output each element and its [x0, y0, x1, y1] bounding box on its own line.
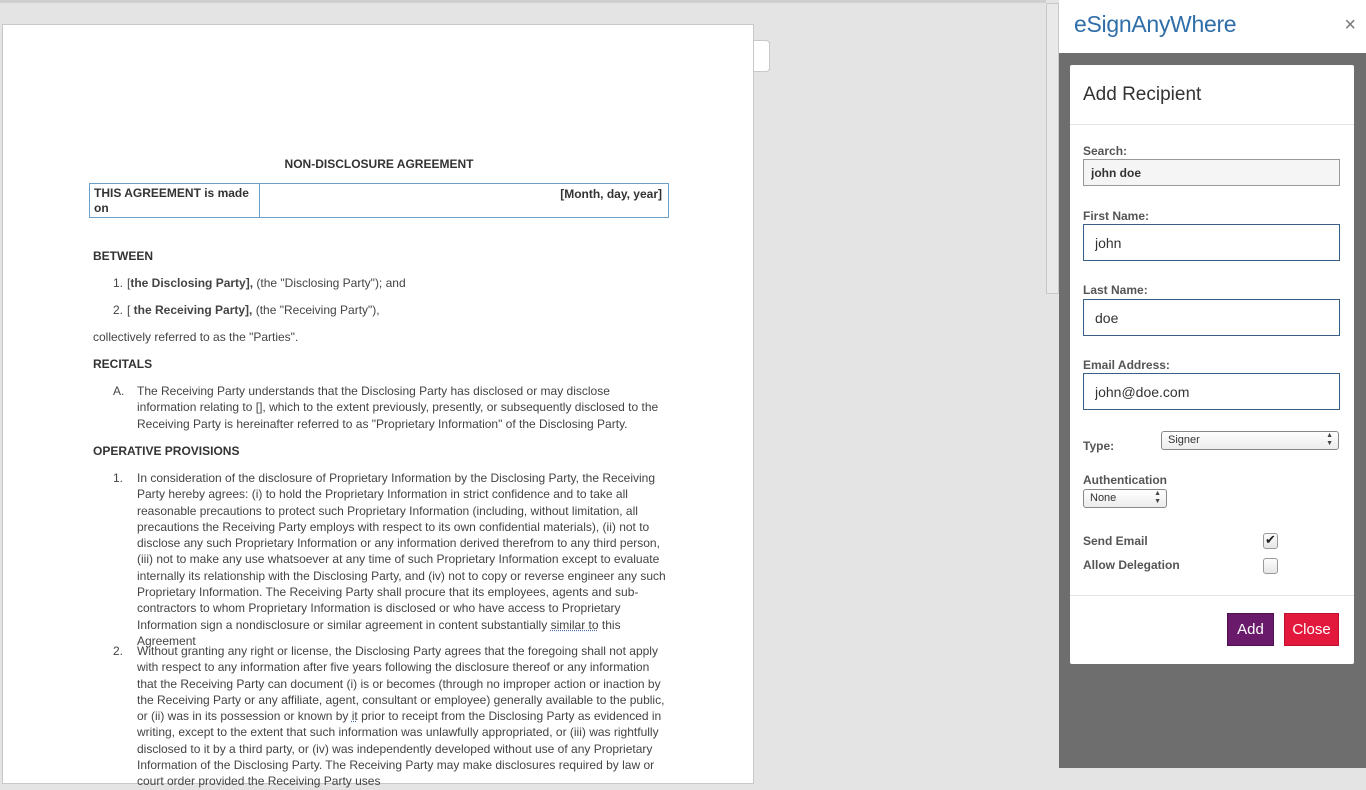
party-2-number: 2.	[113, 303, 124, 317]
provision-2	[113, 643, 667, 790]
provision-2-number: 2.	[113, 644, 124, 658]
search-label: Search:	[1083, 144, 1128, 158]
side-panel-header	[1059, 0, 1366, 53]
party-1-rest: (the "Disclosing Party"); and	[253, 276, 406, 290]
authentication-select[interactable]	[1083, 489, 1167, 508]
dialog-title: Add Recipient	[1083, 84, 1202, 105]
collectively-text: collectively referred to as the "Parties".	[93, 330, 299, 344]
party-1-number: 1.	[113, 276, 124, 290]
email-field[interactable]	[1083, 373, 1340, 410]
recital-a-number: A.	[113, 384, 125, 398]
authentication-select-value: None	[1090, 492, 1117, 504]
provision-1	[113, 470, 667, 649]
allow-delegation-label: Allow Delegation	[1083, 558, 1180, 572]
party-2	[113, 302, 669, 318]
provision-1-underlined: similar to	[550, 617, 599, 632]
provision-1-text: In consideration of the disclosure of Proprietary Information by the Disclosing Party, the Receiving Party hereby agrees: (i) to hold the Proprietary Information in strict confidence and to take all reasonable precautions to protect such Proprietary Information (including, without limitation, all precautions the Receiving Party employs with respect to its own confidential materials), (ii) not to disclose any such Proprietary Information or any information derived therefrom to any third person, (iii) not to make any use whatsoever at any time of such Proprietary Information except to evaluate internally its relationship with the Disclosing Party, and (iv) not to copy or reverse engineer any such Proprietary Information. The Receiving Party shall procure that its employees, agents and sub-contractors to whom Proprietary Information is disclosed or who have access to Proprietary Information sign a nondisclosure or similar agreement in content substantially	[137, 471, 666, 632]
app-title: eSignAnyWhere	[1074, 11, 1237, 37]
provision-1-number: 1.	[113, 471, 124, 485]
type-label: Type:	[1083, 439, 1115, 453]
email-label: Email Address:	[1083, 358, 1170, 372]
send-email-checkbox[interactable]	[1263, 533, 1278, 549]
updown-arrows-icon: ▲ ▼	[1326, 432, 1333, 447]
divider	[1070, 595, 1354, 596]
document-title: NON-DISCLOSURE AGREEMENT	[284, 157, 474, 171]
party-1-name: the Disclosing Party],	[130, 276, 254, 290]
top-strip	[0, 0, 1046, 3]
provision-1-end: this Agreement	[137, 617, 621, 648]
allow-delegation-checkbox[interactable]	[1263, 558, 1278, 574]
background-scrollbar[interactable]	[1046, 3, 1059, 294]
party-1	[113, 275, 669, 291]
party-2-rest: (the "Receiving Party"),	[252, 303, 380, 317]
type-select-value: Signer	[1168, 434, 1200, 446]
search-input[interactable]	[1083, 159, 1340, 186]
authentication-label: Authentication	[1083, 473, 1167, 487]
operative-provisions-heading: OPERATIVE PROVISIONS	[93, 444, 240, 458]
add-recipient-dialog	[1070, 65, 1354, 664]
side-panel	[1059, 0, 1366, 768]
provision-2-underlined: it	[351, 709, 358, 724]
background-input-edge	[754, 40, 770, 72]
close-icon[interactable]: ×	[1344, 14, 1356, 36]
divider	[1070, 124, 1354, 125]
close-button[interactable]: Close	[1284, 613, 1339, 646]
last-name-field[interactable]	[1083, 299, 1340, 336]
first-name-field[interactable]	[1083, 224, 1340, 261]
provision-2-text-a: Without granting any right or license, the Disclosing Party agrees that the foregoing shall not apply with respect to any information after five years following the disclosure thereof or any information that the Receiving Party can document (i) is or becomes (through no improper action or inaction by the Receiving Party or any affiliate, agent, consultant or employee) generally available to the public, or (ii) was in its possession or known by	[137, 644, 665, 724]
add-button[interactable]: Add	[1227, 613, 1274, 646]
first-name-label: First Name:	[1083, 209, 1150, 223]
agreement-date-table	[89, 183, 669, 218]
type-select[interactable]	[1161, 431, 1339, 450]
updown-arrows-icon: ▲ ▼	[1154, 490, 1161, 505]
agreement-made-on-cell: THIS AGREEMENT is made on	[90, 184, 260, 217]
date-placeholder-cell: [Month, day, year]	[560, 187, 662, 201]
recital-a-text: The Receiving Party understands that the Disclosing Party has disclosed or may disclose information relating to [], which to the extent previously, presently, or subsequently disclosed to the Receiving Party is hereinafter referred to as "Proprietary Information" of the Disclosing Party.	[137, 384, 659, 431]
between-heading: BETWEEN	[93, 249, 153, 263]
last-name-label: Last Name:	[1083, 283, 1148, 297]
send-email-label: Send Email	[1083, 534, 1148, 548]
party-2-bracket: [	[127, 303, 134, 317]
recital-a	[113, 383, 661, 432]
checkmark-icon: ✔	[1265, 532, 1276, 547]
provision-2-text-b: prior to receipt from the Disclosing Party as evidenced in writing, except to the extent that such information was unlawfully appropriated, or (iii) was rightfully disclosed to it by a third party, or (iv) was independently developed without use of any Proprietary Information of the Disclosing Party. The Receiving Party may make disclosures required by law or court order provided the Receiving Party uses	[137, 709, 662, 789]
party-2-name: the Receiving Party],	[133, 303, 253, 317]
party-1-bracket: [	[127, 276, 131, 290]
document-page	[2, 24, 754, 789]
recitals-heading: RECITALS	[93, 357, 153, 371]
